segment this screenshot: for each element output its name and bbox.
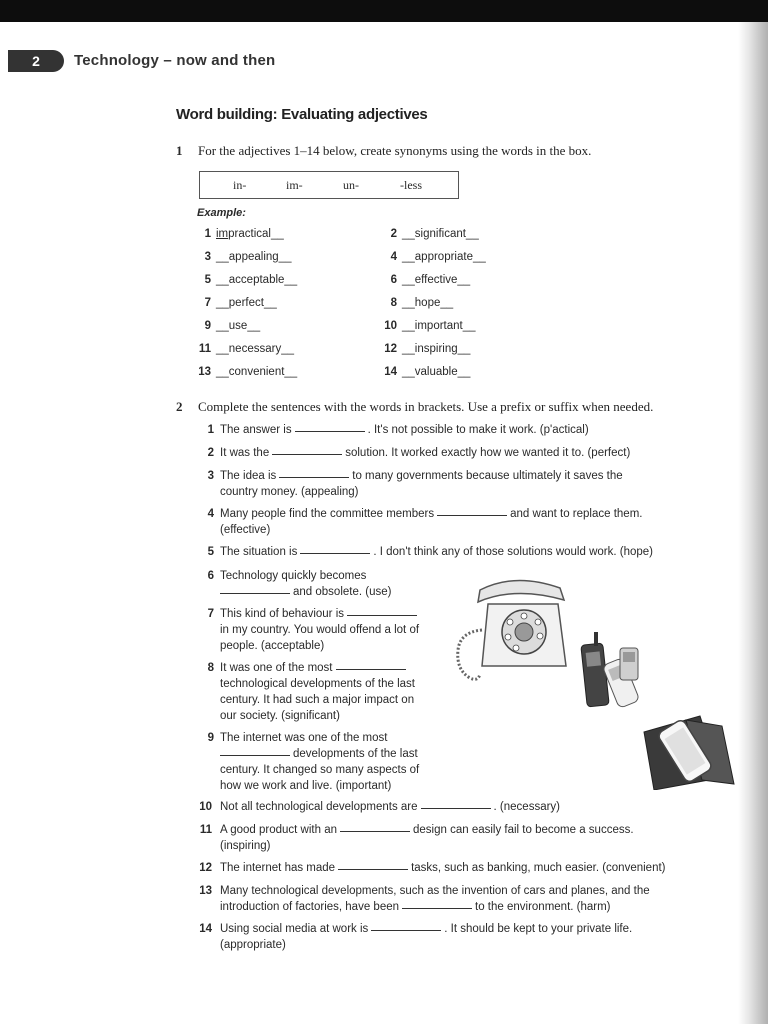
item-word: __convenient__ [216, 366, 298, 378]
sentence-text: (inspiring) [220, 840, 271, 852]
sentence-text: and want to replace them. [510, 508, 643, 520]
sentence-text: solution. It worked exactly how we wanted it to. (perfect) [345, 447, 631, 459]
item-word [216, 228, 284, 240]
example-label: Example: [197, 207, 246, 219]
sentence-text: (effective) [220, 524, 271, 536]
item-number: 3 [204, 251, 211, 263]
sentence-text: . (necessary) [493, 801, 561, 813]
exercise-2-instruction: Complete the sentences with the words in brackets. Use a prefix or suffix when needed. [198, 399, 654, 414]
answer-blank[interactable] [272, 453, 342, 455]
sentence-number: 10 [199, 801, 212, 813]
sentence-text: technological developments of the last [220, 678, 415, 690]
item-number: 12 [384, 343, 397, 355]
sentence-number: 11 [199, 824, 212, 836]
answer-blank[interactable] [220, 592, 290, 594]
item-number: 2 [390, 228, 397, 240]
item-number: 14 [384, 366, 397, 378]
sentence-number: 3 [207, 470, 214, 482]
sentence-text: Many people find the committee members [220, 508, 435, 520]
item-number: 11 [198, 343, 211, 355]
answer-blank[interactable] [437, 514, 507, 516]
sentence-number: 4 [207, 508, 214, 520]
sentence-number: 9 [207, 732, 214, 744]
sentence-text: The answer is [220, 424, 292, 436]
sentence-text: in my country. You would offend a lot of [220, 624, 420, 636]
sentence-text: people. (acceptable) [220, 640, 325, 652]
sentence-text: (appropriate) [220, 939, 286, 951]
exercise-2-number: 2 [176, 399, 183, 414]
box-word: in- [233, 178, 247, 192]
sentence-number: 12 [199, 862, 212, 874]
sentence-text: This kind of behaviour is [220, 608, 345, 620]
sentence-text: our society. (significant) [220, 710, 340, 722]
sentence-text: Not all technological developments are [220, 801, 418, 813]
chapter-number-tab: 2 [8, 50, 64, 72]
item-word: __significant__ [402, 228, 479, 240]
page-edge-shadow [738, 22, 768, 1024]
sentence-number: 13 [199, 885, 212, 897]
sentence-text: and obsolete. (use) [293, 586, 392, 598]
answer-blank[interactable] [338, 868, 408, 870]
item-word: __appealing__ [216, 251, 292, 263]
sentence-text: to many governments because ultimately it saves the [352, 470, 623, 482]
sentence-text: design can easily fail to become a success. [413, 824, 634, 836]
item-number: 13 [198, 366, 211, 378]
sentence-text: The internet was one of the most [220, 732, 388, 744]
sentence-text: A good product with an [220, 824, 337, 836]
item-word-text: practical__ [228, 228, 284, 240]
item-word: __hope__ [402, 297, 454, 309]
item-word: __use__ [216, 320, 261, 332]
answer-blank[interactable] [300, 552, 370, 554]
sentence-text: introduction of factories, have been [220, 901, 400, 913]
sentence-text: century. It had such a major impact on [220, 694, 415, 706]
sentence-number: 14 [199, 923, 212, 935]
sentence-text: century. It changed so many aspects of [220, 764, 420, 776]
item-word: __acceptable__ [216, 274, 298, 286]
sentence-text: how we work and live. (important) [220, 780, 392, 792]
section-title: Word building: Evaluating adjectives [176, 106, 428, 123]
sentence-text: Using social media at work is [220, 923, 369, 935]
item-number: 4 [390, 251, 397, 263]
box-word: -less [400, 178, 422, 192]
sentence-number: 5 [207, 546, 214, 558]
item-number: 8 [390, 297, 397, 309]
item-word: __important__ [402, 320, 476, 332]
sentence-text: country money. (appealing) [220, 486, 359, 498]
sentence-number: 8 [207, 662, 214, 674]
item-word: __perfect__ [216, 297, 277, 309]
answer-blank[interactable] [371, 929, 441, 931]
item-number: 6 [390, 274, 397, 286]
sentence-number: 2 [207, 447, 214, 459]
chapter-title: Technology – now and then [74, 52, 276, 69]
sentence-text: to the environment. (harm) [475, 901, 611, 913]
smartphone-tablet-icon [640, 712, 735, 790]
sentence-number: 1 [207, 424, 214, 436]
answer-blank[interactable] [402, 907, 472, 909]
mobile-phones-icon [580, 630, 650, 712]
rotary-telephone-icon [450, 570, 580, 690]
sentence-text: The idea is [220, 470, 277, 482]
item-number: 9 [204, 320, 211, 332]
sentence-text: developments of the last [293, 748, 418, 760]
box-word: un- [343, 178, 359, 192]
sentence-text: Many technological developments, such as the invention of cars and planes, and the [220, 885, 650, 897]
top-bar [0, 0, 768, 22]
sentence-text: It was one of the most [220, 662, 333, 674]
item-word: __appropriate__ [402, 251, 486, 263]
item-number: 5 [204, 274, 211, 286]
word-box [199, 171, 459, 199]
item-word: __inspiring__ [402, 343, 471, 355]
answer-blank[interactable] [279, 476, 349, 478]
item-number: 10 [384, 320, 397, 332]
item-word: __valuable__ [402, 366, 471, 378]
item-word: __effective__ [402, 274, 471, 286]
sentence-number: 7 [207, 608, 214, 620]
sentence-text: tasks, such as banking, much easier. (convenient) [411, 862, 666, 874]
exercise-1-instruction: For the adjectives 1–14 below, create synonyms using the words in the box. [198, 143, 592, 158]
sentence-text: . It should be kept to your private life. [444, 923, 633, 935]
answer-blank[interactable] [220, 754, 290, 756]
answer-blank[interactable] [336, 668, 406, 670]
sentence-text: The situation is [220, 546, 298, 558]
sentence-text: It was the [220, 447, 270, 459]
sentence-text: Technology quickly becomes [220, 570, 367, 582]
answer-blank[interactable] [295, 430, 365, 432]
item-number: 1 [204, 228, 211, 240]
item-word: __necessary__ [216, 343, 294, 355]
sentence-number: 6 [207, 570, 214, 582]
example-prefix: im [216, 228, 229, 240]
sentence-text: . I don't think any of those solutions would work. (hope) [373, 546, 653, 558]
item-number: 7 [204, 297, 211, 309]
answer-blank[interactable] [421, 807, 491, 809]
sentence-text: The internet has made [220, 862, 336, 874]
answer-blank[interactable] [347, 614, 417, 616]
sentence-text: . It's not possible to make it work. (p'actical) [367, 424, 589, 436]
answer-blank[interactable] [340, 830, 410, 832]
exercise-1-number: 1 [176, 143, 183, 158]
box-word: im- [286, 178, 303, 192]
